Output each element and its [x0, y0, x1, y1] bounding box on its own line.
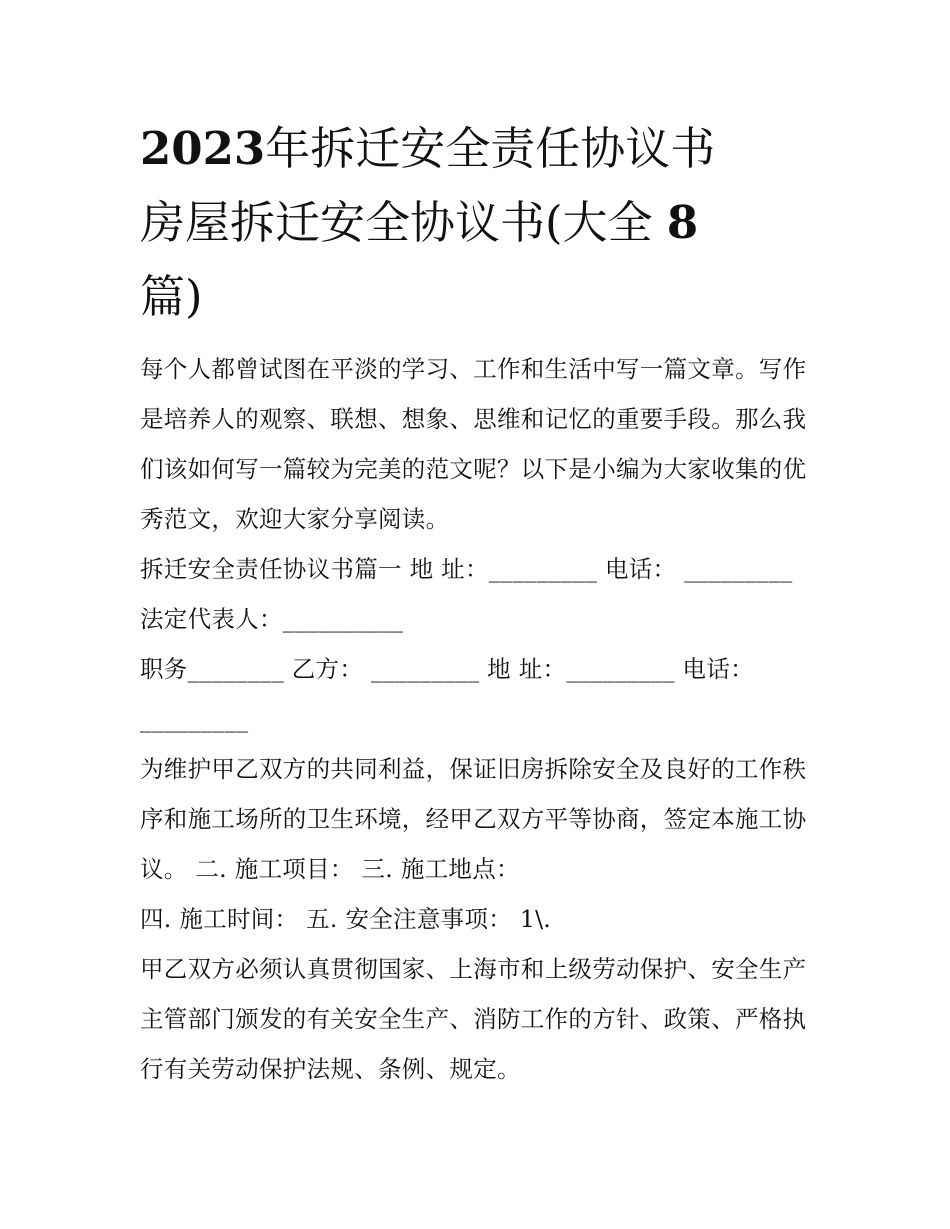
title-line-2-text: 房屋拆迁安全协议书(大全: [140, 196, 653, 249]
title-year: 2023: [140, 122, 266, 175]
title-line-3: 篇): [140, 270, 203, 323]
party-a-info: 拆迁安全责任协议书篇一 地 址：_________ 电话： _________ 法定代表人：__________: [140, 555, 793, 633]
title-line-1: [140, 112, 820, 186]
agreement-sections: 四. 施工时间： 五. 安全注意事项： 1\.: [140, 905, 552, 933]
title-count: 8: [666, 196, 699, 249]
document-page: [140, 112, 820, 1094]
intro-paragraph: 每个人都曾试图在平淡的学习、工作和生活中写一篇文章。写作是培养人的观察、联想、想象、思维和记忆的重要手段。那么我们该如何写一篇较为完美的范文呢？以下是小编为大家收集的优秀范文，欢迎大家分享阅读。: [140, 355, 807, 533]
party-b-info: 职务________ 乙方： _________ 地 址：_________ 电话： _________: [140, 655, 754, 733]
title-line-2: [140, 186, 820, 260]
agreement-purpose: 为维护甲乙双方的共同利益，保证旧房拆除安全及良好的工作秩序和施工场所的卫生环境，经甲乙双方平等协商，签定本施工协议。 二. 施工项目： 三. 施工地点：: [140, 755, 807, 883]
title-line-1-text: 年拆迁安全责任协议书: [265, 122, 716, 175]
safety-clause-1: 甲乙双方必须认真贯彻国家、上海市和上级劳动保护、安全生产主管部门颁发的有关安全生产、消防工作的方针、政策、严格执行有关劳动保护法规、条例、规定。: [140, 955, 807, 1083]
document-title: [140, 112, 820, 334]
